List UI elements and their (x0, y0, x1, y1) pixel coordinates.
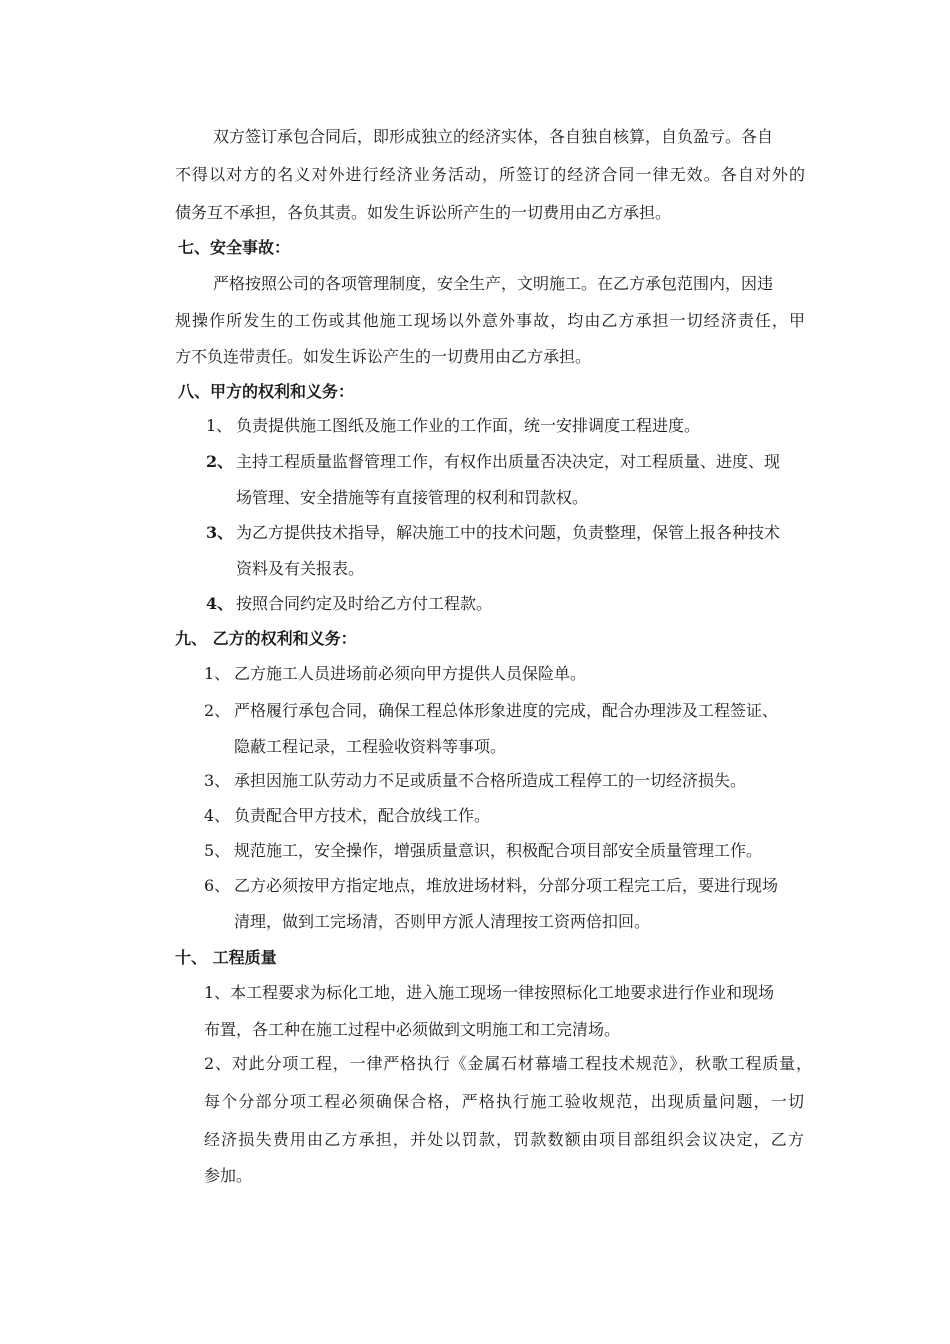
intro-line-3: 债务互不承担，各负其责。如发生诉讼所产生的一切费用由乙方承担。 (175, 203, 672, 222)
section9-item-1-num: 1、 (204, 664, 231, 683)
section7-heading: 七、安全事故： (178, 238, 291, 257)
section7-line-2: 规操作所发生的工伤或其他施工现场以外意外事故，均由乙方承担一切经济责任，甲 (175, 311, 805, 330)
intro-line-2: 不得以对方的名义对外进行经济业务活动，所签订的经济合同一律无效。各自对外的 (175, 165, 805, 184)
section7-line-1: 严格按照公司的各项管理制度，安全生产，文明施工。在乙方承包范围内，因违 (213, 274, 774, 293)
section9-item-3-num: 3、 (204, 771, 231, 790)
section9-item-4-text: 负责配合甲方技术，配合放线工作。 (234, 806, 491, 825)
section8-item-3-num: 3、 (206, 523, 234, 542)
section8-item-1-num: 1、 (206, 416, 233, 435)
section9-heading: 九、 乙方的权利和义务： (175, 629, 357, 648)
section8-item-3-text-2: 资料及有关报表。 (236, 559, 365, 578)
section8-item-1-text: 负责提供施工图纸及施工作业的工作面，统一安排调度工程进度。 (236, 416, 701, 435)
section9-item-5-num: 5、 (204, 841, 231, 860)
section8-item-2-num: 2、 (206, 452, 234, 471)
section9-item-3-text: 承担因施工队劳动力不足或质量不合格所造成工程停工的一切经济损失。 (234, 771, 747, 790)
section10-para-1-line-1: 1、本工程要求为标化工地，进入施工现场一律按照标化工地要求进行作业和现场 (204, 983, 775, 1002)
section8-heading: 八、甲方的权利和义务： (178, 382, 355, 401)
section9-item-2-text-1: 严格履行承包合同，确保工程总体形象进度的完成，配合办理涉及工程签证、 (234, 701, 779, 720)
section8-item-2-text-2: 场管理、安全措施等有直接管理的权利和罚款权。 (236, 488, 589, 507)
section9-item-6-num: 6、 (204, 876, 231, 895)
section9-item-2-text-2: 隐蔽工程记录，工程验收资料等事项。 (234, 737, 507, 756)
section8-item-2-text-1: 主持工程质量监督管理工作，有权作出质量否决决定，对工程质量、进度、现 (236, 452, 781, 471)
section10-para-1-line-2: 布置，各工种在施工过程中必须做到文明施工和工完清场。 (204, 1020, 621, 1039)
intro-line-1: 双方签订承包合同后，即形成独立的经济实体，各自独自核算，自负盈亏。各自 (213, 127, 774, 146)
section9-item-5-text: 规范施工，安全操作，增强质量意识，积极配合项目部安全质量管理工作。 (234, 841, 763, 860)
section9-item-6-text-2: 清理，做到工完场清，否则甲方派人清理按工资两倍扣回。 (234, 912, 651, 931)
section8-item-4-num: 4、 (206, 594, 234, 613)
section9-item-6-text-1: 乙方必须按甲方指定地点，堆放进场材料，分部分项工程完工后，要进行现场 (234, 876, 779, 895)
section10-para-2-line-1: 2、对此分项工程，一律严格执行《金属石材幕墙工程技术规范》，秋歌工程质量， (204, 1054, 812, 1073)
section10-para-2-line-2: 每个分部分项工程必须确保合格，严格执行施工验收规范，出现质量问题，一切 (204, 1092, 804, 1111)
section8-item-3-text-1: 为乙方提供技术指导，解决施工中的技术问题，负责整理，保管上报各种技术 (236, 523, 781, 542)
section7-line-3: 方不负连带责任。如发生诉讼产生的一切费用由乙方承担。 (175, 347, 592, 366)
section9-item-4-num: 4、 (204, 806, 231, 825)
section8-item-4-text: 按照合同约定及时给乙方付工程款。 (236, 594, 493, 613)
section10-heading: 十、 工程质量 (175, 948, 277, 967)
section10-para-2-line-4: 参加。 (204, 1166, 253, 1185)
section9-item-1-text: 乙方施工人员进场前必须向甲方提供人员保险单。 (234, 664, 587, 683)
section10-para-2-line-3: 经济损失费用由乙方承担，并处以罚款，罚款数额由项目部组织会议决定，乙方 (204, 1130, 804, 1149)
section9-item-2-num: 2、 (204, 701, 231, 720)
